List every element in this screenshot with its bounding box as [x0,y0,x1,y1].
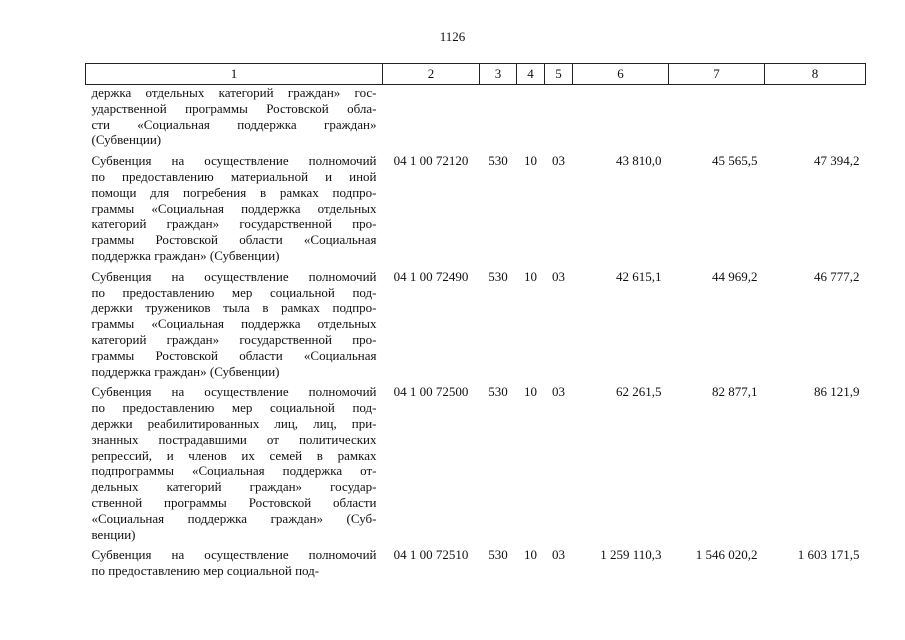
description-line: дельных категорий граждан» государ- [91,479,377,495]
description-line: Субвенция на осуществление полномочий [91,153,377,169]
description-line: знанных пострадавшими от политических [91,431,377,447]
amount-year-3: 86 121,9 [814,384,860,400]
expense-description [86,148,383,264]
table-row [86,264,866,380]
description-line: репрессий, и членов их семей в рамках [91,447,377,463]
subsection-code: 03 [552,384,565,400]
expense-type-code: 530 [488,547,508,563]
table-row [86,379,866,542]
section-code: 10 [524,268,537,284]
description-line: держки тружеников тыла в рамках подпро- [91,300,377,316]
column-header-2: 2 [383,64,480,85]
section-code: 10 [524,547,537,563]
description-line: по предоставлению мер социальной под- [91,563,320,579]
amount-year-2: 82 877,1 [712,384,758,400]
amount-year-2: 45 565,5 [712,153,758,169]
description-line: Субвенция на осуществление полномочий [91,547,377,563]
description-line: поддержка граждан» (Субвенции) [91,247,280,263]
amount-year-1: 42 615,1 [616,268,662,284]
description-line: помощи для погребения в рамках подпро- [91,184,377,200]
description-line: ственной программы Ростовской области [91,494,377,510]
column-header-8: 8 [765,64,866,85]
amount-year-3: 47 394,2 [814,153,860,169]
expense-type-code: 530 [488,384,508,400]
column-header-4: 4 [517,64,545,85]
expense-description [86,85,383,149]
description-line: держка отдельных категорий граждан» гос- [91,85,377,100]
amount-year-1 [573,85,669,149]
amount-year-3: 46 777,2 [814,268,860,284]
expense-type-code [480,85,517,149]
description-line: подпрограммы «Социальная поддержка от- [91,463,377,479]
table-row [86,148,866,264]
column-header-3: 3 [480,64,517,85]
amount-year-1: 43 810,0 [616,153,662,169]
description-line: граммы «Социальная поддержка отдельных [91,200,377,216]
table-body [86,85,866,579]
description-line: категорий граждан» государственной про- [91,216,377,232]
description-line: по предоставлению материальной и иной [91,168,377,184]
description-line: венции) [91,526,136,542]
column-header-7: 7 [669,64,765,85]
amount-year-3: 1 603 171,5 [797,547,860,563]
section-code: 10 [524,384,537,400]
table-row [86,542,866,579]
target-article-code: 04 1 00 72510 [393,547,469,563]
expense-description [86,379,383,542]
subsection-code [545,85,573,149]
expense-description [86,542,383,579]
description-line: сти «Социальная поддержка граждан» [91,116,377,132]
description-line: Субвенция на осуществление полномочий [91,268,377,284]
subsection-code: 03 [552,153,565,169]
column-number-header-row [86,64,866,85]
description-line: ударственной программы Ростовской обла- [91,100,377,116]
expense-description [86,264,383,380]
amount-year-2: 44 969,2 [712,268,758,284]
description-line: граммы Ростовской области «Социальная [91,232,377,248]
description-line: держки реабилитированных лиц, лиц, при- [91,415,377,431]
expense-type-code: 530 [488,153,508,169]
description-line: Субвенция на осуществление полномочий [91,384,377,400]
target-article-code: 04 1 00 72120 [393,153,469,169]
target-article-code [383,85,480,149]
description-line: «Социальная поддержка граждан» (Суб- [91,510,377,526]
budget-table [85,63,866,579]
column-header-1: 1 [86,64,383,85]
description-line: граммы «Социальная поддержка отдельных [91,316,377,332]
target-article-code: 04 1 00 72490 [393,268,469,284]
subsection-code: 03 [552,547,565,563]
description-line: по предоставлению мер социальной под- [91,284,377,300]
table-row [86,85,866,149]
description-line: по предоставлению мер социальной под- [91,400,377,416]
amount-year-3 [765,85,866,149]
section-code [517,85,545,149]
column-header-6: 6 [573,64,669,85]
description-line: поддержка граждан» (Субвенции) [91,363,280,379]
target-article-code: 04 1 00 72500 [393,384,469,400]
amount-year-2 [669,85,765,149]
column-header-5: 5 [545,64,573,85]
description-line: категорий граждан» государственной про- [91,331,377,347]
description-line: граммы Ростовской области «Социальная [91,347,377,363]
section-code: 10 [524,153,537,169]
page-number: 1126 [439,29,466,44]
amount-year-1: 62 261,5 [616,384,662,400]
subsection-code: 03 [552,268,565,284]
amount-year-1: 1 259 110,3 [600,547,662,563]
expense-type-code: 530 [488,268,508,284]
amount-year-2: 1 546 020,2 [695,547,758,563]
description-line: (Субвенции) [91,132,162,148]
